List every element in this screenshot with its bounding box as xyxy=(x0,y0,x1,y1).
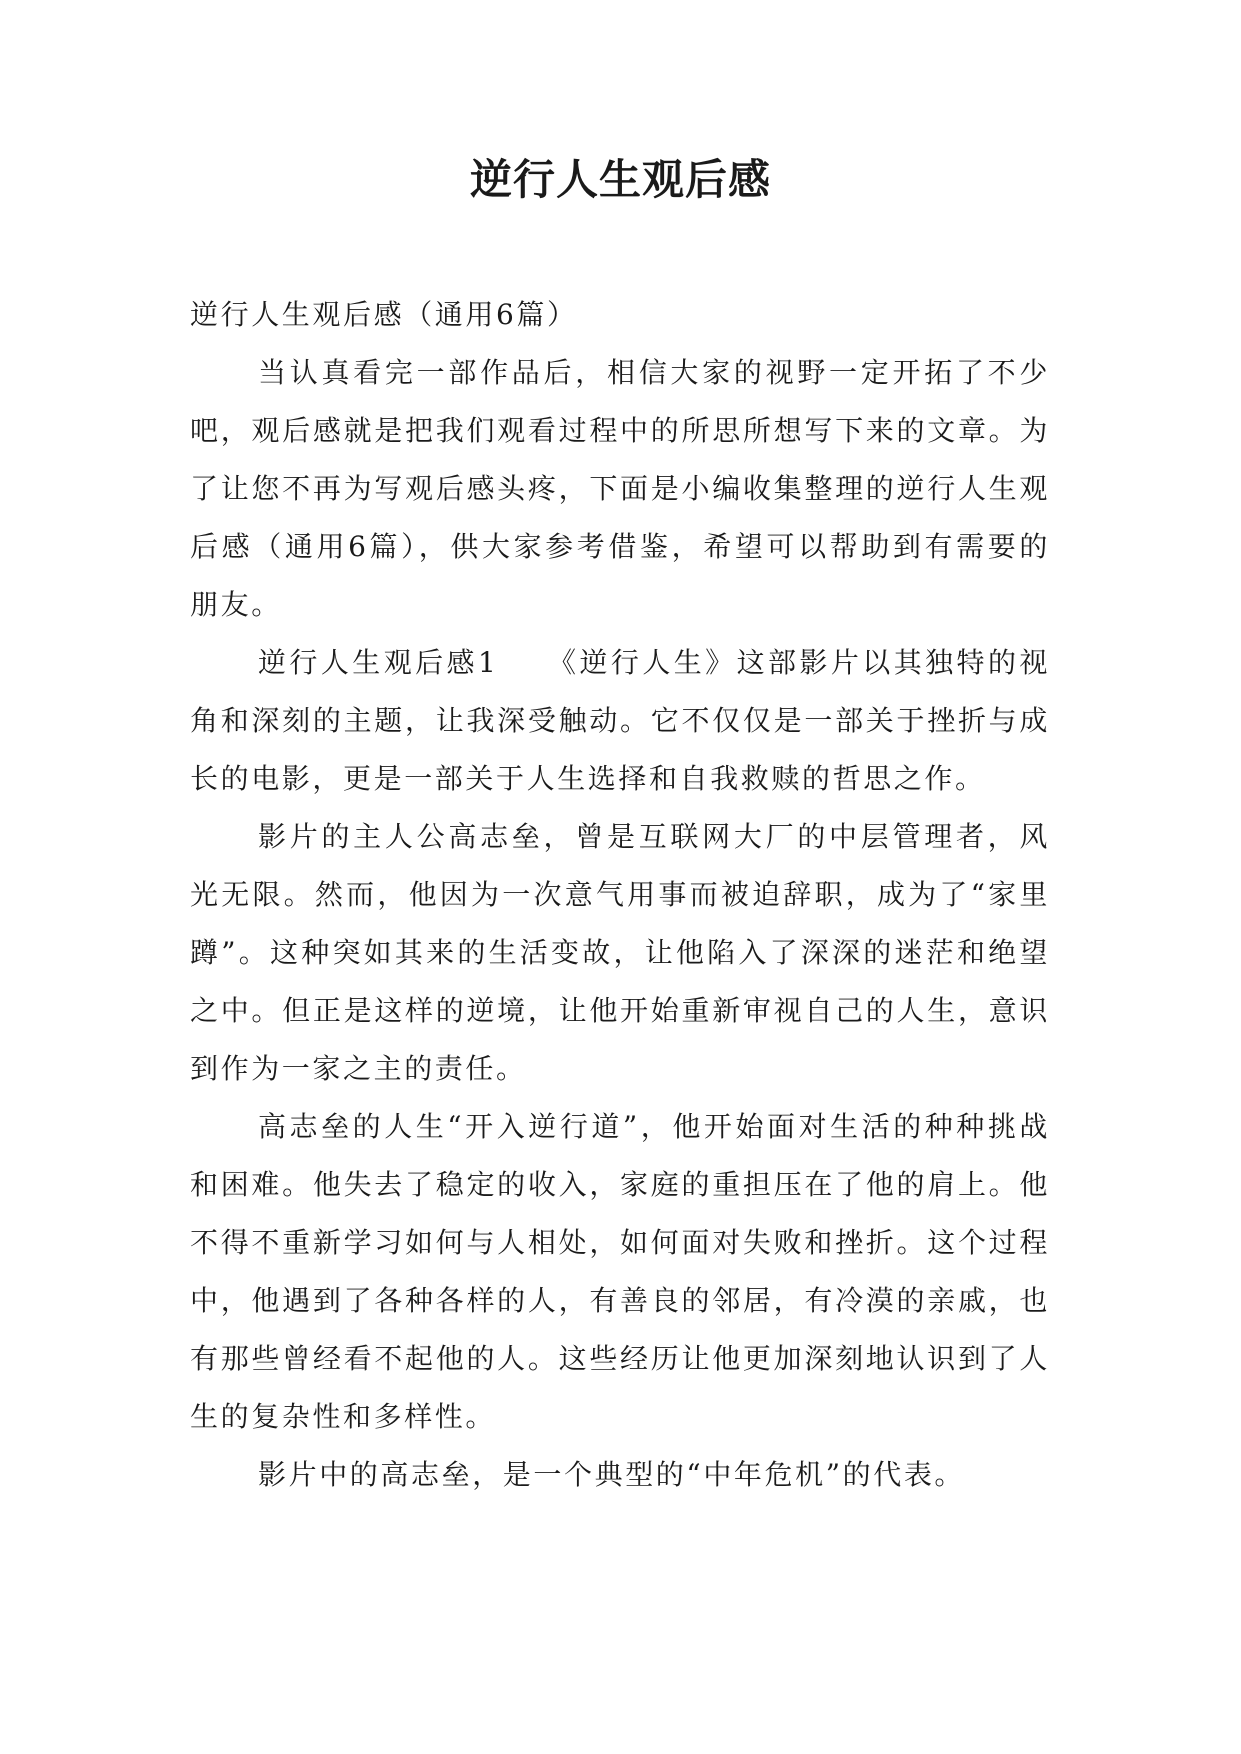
paragraph-2: 影片的主人公高志垒，曾是互联网大厂的中层管理者，风光无限。然而，他因为一次意气用事而被迫辞职，成为了“家里蹲”。这种突如其来的生活变故，让他陷入了深深的迷茫和绝望之中。但正是这样的逆境，让他开始重新审视自己的人生，意识到作为一家之主的责任。 xyxy=(190,820,1050,1085)
paragraph-4: 影片中的高志垒，是一个典型的“中年危机”的代表。 xyxy=(258,1458,966,1491)
document-subtitle: 逆行人生观后感（通用6篇） xyxy=(190,298,578,331)
document-title: 逆行人生观后感 xyxy=(469,155,771,204)
document-body xyxy=(190,286,1050,1504)
paragraph-1: 逆行人生观后感1 《逆行人生》这部影片以其独特的视角和深刻的主题，让我深受触动。它不仅仅是一部关于挫折与成长的电影，更是一部关于人生选择和自我救赎的哲思之作。 xyxy=(190,646,1050,795)
paragraph-intro: 当认真看完一部作品后，相信大家的视野一定开拓了不少吧，观后感就是把我们观看过程中的所思所想写下来的文章。为了让您不再为写观后感头疼，下面是小编收集整理的逆行人生观后感（通用6篇），供大家参考借鉴，希望可以帮助到有需要的朋友。 xyxy=(190,356,1050,621)
paragraph-3: 高志垒的人生“开入逆行道”，他开始面对生活的种种挑战和困难。他失去了稳定的收入，家庭的重担压在了他的肩上。他不得不重新学习如何与人相处，如何面对失败和挫折。这个过程中，他遇到了各种各样的人，有善良的邻居，有冷漠的亲戚，也有那些曾经看不起他的人。这些经历让他更加深刻地认识到了人生的复杂性和多样性。 xyxy=(190,1110,1050,1433)
